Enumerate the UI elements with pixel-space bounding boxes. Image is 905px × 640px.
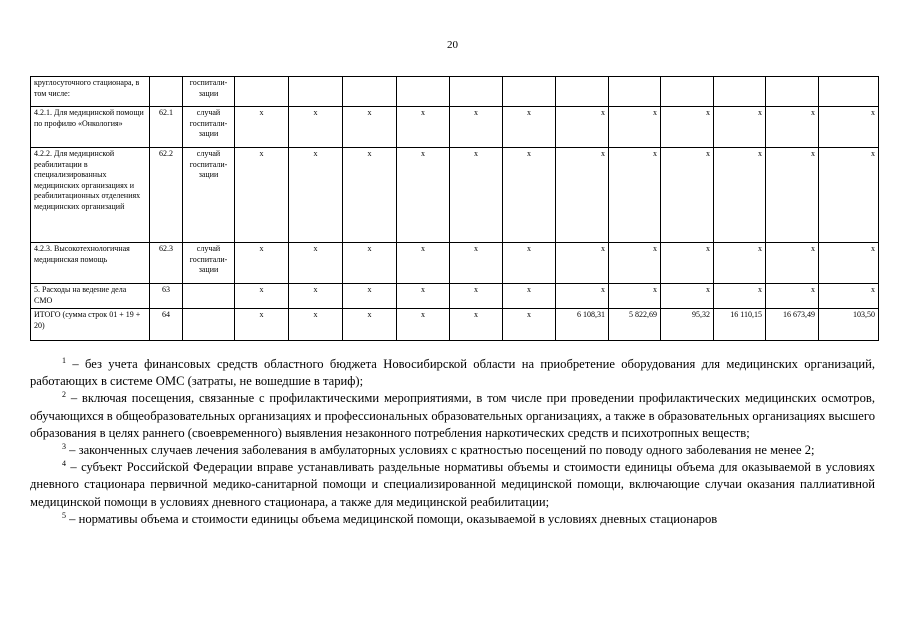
row-unit <box>183 284 235 309</box>
table-cell: х <box>609 284 661 309</box>
table-cell: х <box>714 107 766 148</box>
row-code: 62.2 <box>150 148 183 243</box>
table-cell: х <box>235 284 289 309</box>
table-cell: х <box>235 243 289 284</box>
table-cell: х <box>503 148 556 243</box>
table-row <box>31 77 879 107</box>
table-cell: х <box>609 243 661 284</box>
table-cell: х <box>289 243 343 284</box>
row-unit <box>183 309 235 341</box>
table-cell: х <box>556 284 609 309</box>
row-unit: случай госпитали-зации <box>183 107 235 148</box>
table-cell <box>343 77 397 107</box>
row-unit: случай госпитали-зации <box>183 148 235 243</box>
footnote-mark: 4 <box>62 459 66 469</box>
row-code <box>150 77 183 107</box>
table-cell <box>503 77 556 107</box>
table-cell <box>766 77 819 107</box>
table-cell: х <box>609 148 661 243</box>
row-name: круглосуточного стационара, в том числе: <box>31 77 150 107</box>
table-cell: х <box>343 284 397 309</box>
table-cell: х <box>503 107 556 148</box>
table-cell: 95,32 <box>661 309 714 341</box>
row-name: ИТОГО (сумма строк 01 + 19 + 20) <box>31 309 150 341</box>
table-cell: х <box>289 284 343 309</box>
table-cell <box>235 77 289 107</box>
table-cell: х <box>819 148 879 243</box>
table-cell: х <box>556 148 609 243</box>
table-cell <box>714 77 766 107</box>
table-cell: х <box>397 148 450 243</box>
table-cell: х <box>766 284 819 309</box>
table-cell <box>609 77 661 107</box>
footnote <box>30 459 875 511</box>
footnote-text: – субъект Российской Федерации вправе устанавливать раздельные нормативы объемы и стоимости единицы объема для оказываемой в условиях дневного стационара первичной медико-санитарной помощи и специализированной медицинской помощи, включающие случаи оказания паллиативной медицинской помощи в условиях дневного стационара, а также для медицинской реабилитации; <box>30 460 875 509</box>
table-cell: х <box>397 243 450 284</box>
table-cell: 103,50 <box>819 309 879 341</box>
table-cell: х <box>450 284 503 309</box>
table-cell: х <box>397 284 450 309</box>
table-cell <box>450 77 503 107</box>
table-cell: х <box>289 148 343 243</box>
table-cell: х <box>819 284 879 309</box>
footnote-mark: 3 <box>62 442 66 452</box>
row-code: 62.3 <box>150 243 183 284</box>
table-cell: х <box>235 148 289 243</box>
table-cell: х <box>661 284 714 309</box>
table-cell: х <box>766 148 819 243</box>
table-cell <box>289 77 343 107</box>
table-cell: 16 673,49 <box>766 309 819 341</box>
table-cell: х <box>714 284 766 309</box>
table-cell: х <box>503 284 556 309</box>
table-cell: х <box>235 309 289 341</box>
table-cell: х <box>556 243 609 284</box>
table-cell: х <box>556 107 609 148</box>
table-cell: х <box>714 148 766 243</box>
table-cell <box>661 77 714 107</box>
footnote <box>30 390 875 442</box>
table-cell: х <box>343 309 397 341</box>
footnote <box>30 442 875 459</box>
table-cell: х <box>397 107 450 148</box>
table-cell: х <box>235 107 289 148</box>
table-cell: х <box>503 309 556 341</box>
row-name: 4.2.1. Для медицинской помощи по профилю «Онкология» <box>31 107 150 148</box>
row-unit: случай госпитали-зации <box>183 243 235 284</box>
table-cell: х <box>450 243 503 284</box>
table-cell: х <box>714 243 766 284</box>
table-row <box>31 309 879 341</box>
footnote-text: – законченных случаев лечения заболевания в амбулаторных условиях с кратностью посещений по поводу одного заболевания не менее 2; <box>66 443 815 458</box>
table-cell: х <box>661 107 714 148</box>
data-table <box>30 76 879 341</box>
table-cell: 16 110,15 <box>714 309 766 341</box>
table-cell: х <box>819 243 879 284</box>
table-cell: х <box>343 243 397 284</box>
table-cell: х <box>766 243 819 284</box>
footnotes <box>30 356 875 528</box>
table-cell: х <box>450 309 503 341</box>
table-cell: х <box>289 107 343 148</box>
table-cell: х <box>819 107 879 148</box>
table-cell: 5 822,69 <box>609 309 661 341</box>
table-row <box>31 148 879 243</box>
table-cell: х <box>661 148 714 243</box>
table-cell <box>397 77 450 107</box>
row-name: 5. Расходы на ведение дела СМО <box>31 284 150 309</box>
footnote-mark: 1 <box>62 356 66 365</box>
row-name: 4.2.2. Для медицинской реабилитации в специализированных медицинских организациях и реабилитационных отделениях медицинских организаций <box>31 148 150 243</box>
table-row <box>31 107 879 148</box>
row-code: 63 <box>150 284 183 309</box>
table-cell: х <box>766 107 819 148</box>
row-code: 62.1 <box>150 107 183 148</box>
table-cell: х <box>289 309 343 341</box>
footnote-text: – нормативы объема и стоимости единицы объема медицинской помощи, оказываемой в условиях дневных стационаров <box>66 511 718 526</box>
footnote-text: – без учета финансовых средств областного бюджета Новосибирской области на приобретение оборудования для медицинских организаций, работающих в системе ОМС (затраты, не вошедшие в тариф); <box>30 357 875 389</box>
footnote-text: – включая посещения, связанные с профилактическими мероприятиями, в том числе при проведении профилактических медицинских осмотров, обучающихся в общеобразовательных организациях и профессиональных образовательных организациях, а также в образовательных организациях высшего образования в целях раннего (своевременного) выявления незаконного потребления наркотических средств и психотропных веществ; <box>30 391 875 440</box>
footnote-mark: 5 <box>62 510 66 520</box>
row-code: 64 <box>150 309 183 341</box>
table-cell: х <box>397 309 450 341</box>
footnote-mark: 2 <box>62 390 66 400</box>
table-cell <box>819 77 879 107</box>
page-number: 20 <box>447 39 458 51</box>
table-row <box>31 284 879 309</box>
table-row <box>31 243 879 284</box>
table-cell: х <box>503 243 556 284</box>
row-name: 4.2.3. Высокотехнологичная медицинская помощь <box>31 243 150 284</box>
footnote <box>30 356 875 390</box>
table-cell: х <box>450 148 503 243</box>
table-cell: х <box>609 107 661 148</box>
table-body <box>31 77 879 341</box>
table-cell <box>556 77 609 107</box>
footnote <box>30 511 875 528</box>
table-cell: х <box>343 107 397 148</box>
table-cell: 6 108,31 <box>556 309 609 341</box>
row-unit: госпитали-зации <box>183 77 235 107</box>
table-cell: х <box>661 243 714 284</box>
table-cell: х <box>450 107 503 148</box>
table-cell: х <box>343 148 397 243</box>
